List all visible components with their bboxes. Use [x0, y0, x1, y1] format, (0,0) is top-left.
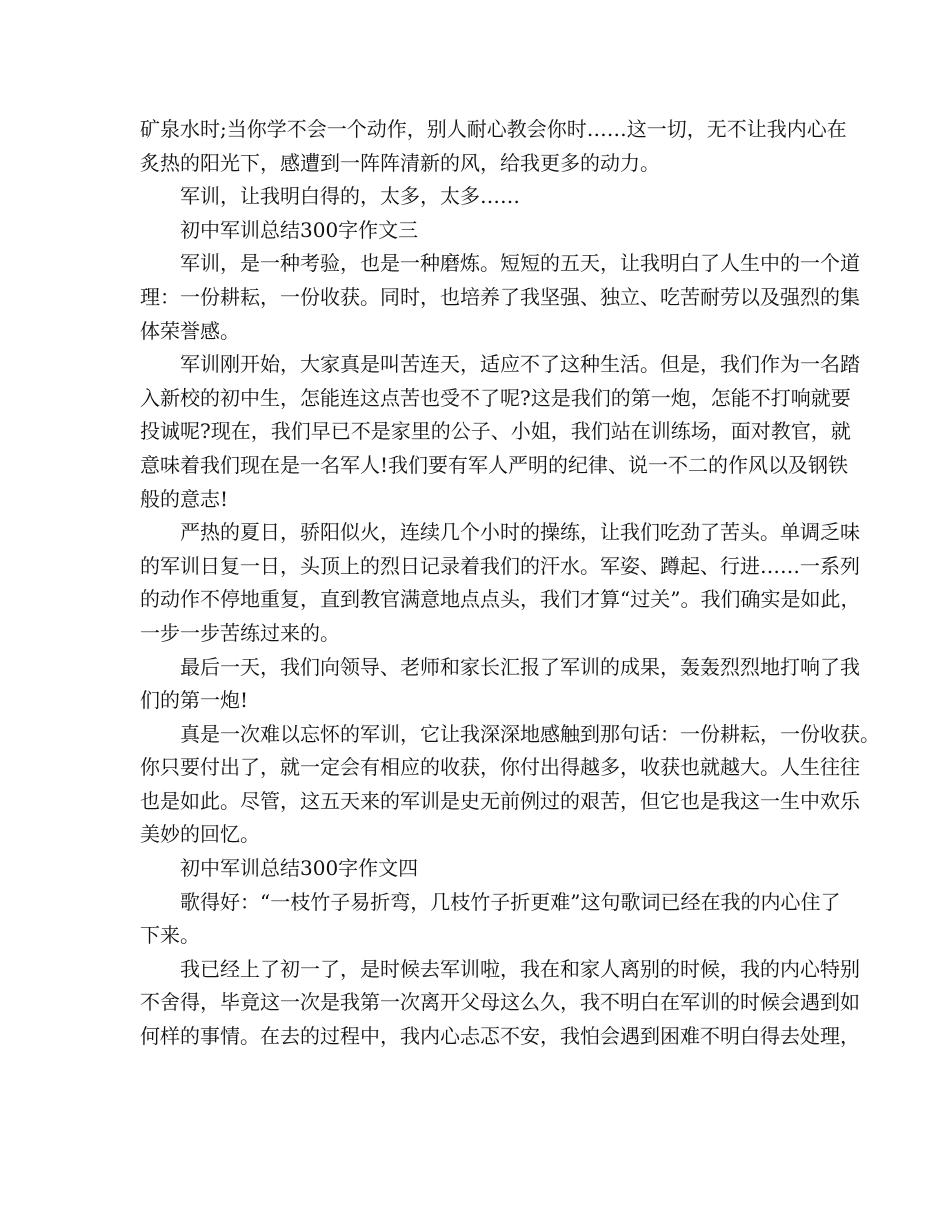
- text-line: 意味着我们现在是一名军人!我们要有军人严明的纪律、说一不二的作风以及钢铁: [140, 452, 849, 477]
- text-line: 歌得好：“一枝竹子易折弯，几枝竹子折更难”这句歌词已经在我的内心住了: [180, 889, 841, 914]
- text-line: 也是如此。尽管，这五天来的军训是史无前例过的艰苦，但它也是我这一生中欢乐: [140, 788, 860, 813]
- section-heading: 初中军训总结300字作文四: [180, 856, 419, 881]
- document-page: [140, 113, 880, 1054]
- text-line: 真是一次难以忘怀的军训，它让我深深地感触到那句话：一份耕耘，一份收获。: [180, 721, 880, 746]
- text-line: 你只要付出了，就一定会有相应的收获，你付出得越多，收获也就越大。人生往往: [140, 755, 860, 780]
- text-line: 般的意志!: [140, 486, 229, 511]
- text-line: 何样的事情。在去的过程中，我内心忐忑不安，我怕会遇到困难不明白得去处理，: [140, 1024, 860, 1049]
- text-line: 严热的夏日，骄阳似火，连续几个小时的操练，让我们吃劲了苦头。单调乏味: [180, 520, 860, 545]
- text-line: 一步一步苦练过来的。: [140, 620, 340, 645]
- text-line: 军训，是一种考验，也是一种磨炼。短短的五天，让我明白了人生中的一个道: [180, 251, 860, 276]
- text-line: 军训刚开始，大家真是叫苦连天，适应不了这种生活。但是，我们作为一名踏: [180, 352, 860, 377]
- text-line: 炙热的阳光下，感遭到一阵阵清新的风，给我更多的动力。: [140, 150, 660, 175]
- text-line: 的军训日复一日，头顶上的烈日记录着我们的汗水。军姿、蹲起、行进……一系列: [140, 553, 860, 578]
- text-line: 下来。: [140, 923, 200, 948]
- text-line: 军训，让我明白得的，太多，太多……: [180, 184, 520, 209]
- text-line: 投诚呢?现在，我们早已不是家里的公子、小姐，我们站在训练场，面对教官，就: [140, 419, 851, 444]
- text-line: 矿泉水时;当你学不会一个动作，别人耐心教会你时……这一切，无不让我内心在: [140, 117, 847, 141]
- text-line: 不舍得，毕竟这一次是我第一次离开父母这么久，我不明白在军训的时候会遇到如: [140, 990, 860, 1015]
- text-line: 们的第一炮!: [140, 688, 249, 713]
- text-line: 的动作不停地重复，直到教官满意地点点头，我们才算“过关”。我们确实是如此，: [140, 587, 861, 612]
- text-line: 美妙的回忆。: [140, 822, 260, 847]
- text-line: 我已经上了初一了，是时候去军训啦，我在和家人离别的时候，我的内心特别: [180, 956, 860, 981]
- text-line: 体荣誉感。: [140, 318, 240, 343]
- text-line: 理：一份耕耘，一份收获。同时，也培养了我坚强、独立、吃苦耐劳以及强烈的集: [140, 284, 860, 309]
- section-heading: 初中军训总结300字作文三: [180, 217, 419, 242]
- text-line: 入新校的初中生，怎能连这点苦也受不了呢?这是我们的第一炮，怎能不打响就要: [140, 385, 851, 410]
- text-line: 最后一天，我们向领导、老师和家长汇报了军训的成果，轰轰烈烈地打响了我: [180, 654, 860, 679]
